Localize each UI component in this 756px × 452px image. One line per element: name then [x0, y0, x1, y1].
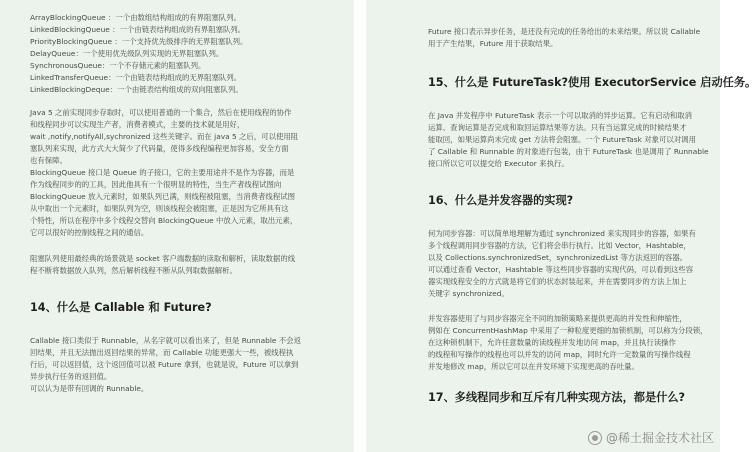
- text-line: 能取回，如果运算尚未完成 get 方法将会阻塞。一个 FutureTask 对象可以对调用: [428, 135, 696, 144]
- juejin-logo-icon: [588, 431, 602, 445]
- text-line: 个特性，所以在程序中多个线程交替向 BlockingQueue 中放入元素，取出元素，: [30, 216, 298, 225]
- text-line: 异步执行任务的返回值。: [30, 372, 112, 381]
- text-line: 的线程和写操作的线程也可以并发的访问 map，同时允许一定数量的写操作线程: [428, 350, 691, 359]
- right-page: [366, 0, 756, 452]
- paragraph: [428, 228, 720, 300]
- text-line: 器实现线程安全的方式就是将它们的状态封装起来，并在需要同步的方法上加上: [428, 277, 687, 286]
- text-line: 了 Callable 和 Runnable 的对象进行包装，由于 FutureTask 也是调用了 Runnable: [428, 147, 709, 156]
- watermark: [588, 429, 714, 446]
- paragraph: [30, 253, 354, 277]
- text-line: 塞队列来实现，此方式大大简少了代码量，使得多线程编程更加容易，安全方面: [30, 144, 289, 153]
- section-heading: 17、多线程同步和互斥有几种实现方法，都是什么?: [428, 391, 685, 404]
- text-line: 回结果，并且无法抛出返回结果的异常，而 Callable 功能更强大一些，被线程执: [30, 348, 294, 357]
- text-line: 从中取出一个元素时，如果队列为空，则该线程会被阻塞，正是因为它所具有这: [30, 204, 289, 213]
- text-line: 作为线程同步的的工具，因此他具有一个很明显的特性，当生产者线程试图向: [30, 180, 282, 189]
- paragraph: [428, 313, 720, 373]
- text-line: 和线程同步可以实现生产者，消费者模式，主要的技术就是用好，: [30, 120, 245, 129]
- queue-list: [30, 12, 354, 96]
- page-gutter: [354, 0, 366, 452]
- list-item: LinkedBlockingQueue ：一个由链表结构组成的有界阻塞队列。: [30, 25, 246, 34]
- text-line: 它可以很好的控制线程之间的通信。: [30, 228, 149, 237]
- text-line: Callable 接口类似于 Runnable，从名字就可以看出来了，但是 Runnable 不会返: [30, 336, 301, 345]
- text-line: 也有保障。: [30, 156, 67, 165]
- text-line: 并发地修改 map，所以它可以在并发环境下实现更高的吞吐量。: [428, 362, 639, 371]
- list-item: SynchronousQueue：一个不存储元素的阻塞队列。: [30, 61, 206, 70]
- section-heading: 16、什么是并发容器的实现?: [428, 194, 574, 207]
- text-line: 在 Java 并发程序中 FutureTask 表示一个可以取消的异步运算。它有启动和取消: [428, 111, 693, 120]
- text-line: 可以通过查看 Vector，Hashtable 等这些同步容器的实现代码，可以看到这些容: [428, 265, 694, 274]
- text-line: 运算、查询运算是否完成和取回运算结果等方法。只有当运算完成的时候结果才: [428, 123, 687, 132]
- text-line: 例如在 ConcurrentHashMap 中采用了一种粒度更细的加锁机制，可以称为分段锁，: [428, 326, 708, 335]
- text-line: Future 接口表示异步任务，是还没有完成的任务给出的未来结果。所以说 Callable: [428, 27, 701, 36]
- text-line: 接口所以它可以提交给 Executor 来执行。: [428, 159, 569, 168]
- text-line: BlockingQueue 放入元素时，如果队列已满，则线程被阻塞，当消费者线程试图: [30, 192, 295, 201]
- list-item: ArrayBlockingQueue ：一个由数组结构组成的有界阻塞队列。: [30, 13, 241, 22]
- text-line: wait ,notify,notifyAll,sychronized 这些关键字。而在 java 5 之后，可以使用阻: [30, 132, 299, 141]
- text-line: 多个线程调用同步容器的方法，它们将会串行执行。比如 Vector，Hashtable，: [428, 241, 691, 250]
- paragraph: [30, 107, 354, 239]
- section-heading: 14、什么是 Callable 和 Future?: [30, 301, 212, 314]
- paragraph: [30, 335, 354, 395]
- text-line: 程不断将数据放入队列，然后解析线程不断从队列取数据解析。: [30, 266, 237, 275]
- text-line: 何为同步容器：可以简单地理解为通过 synchronized 来实现同步的容器，如果有: [428, 229, 696, 238]
- text-line: 用于产生结果，Future 用于获取结果。: [428, 39, 558, 48]
- text-line: Java 5 之前实现同步存取时，可以使用普通的一个集合，然后在使用线程的协作: [30, 108, 292, 117]
- list-item: PriorityBlockingQueue ：一个支持优先级排序的无界阻塞队列。: [30, 37, 248, 46]
- text-line: 关键字 synchronized。: [428, 289, 509, 298]
- list-item: DelayQueue：一个使用优先级队列实现的无界阻塞队列。: [30, 49, 224, 58]
- text-line: 阻塞队列使用最经典的场景就是 socket 客户端数据的读取和解析，读取数据的线: [30, 254, 296, 263]
- paragraph: [428, 110, 720, 170]
- text-line: 以及 Collections.synchronizedSet，synchronizedList 等方法返回的容器。: [428, 253, 688, 262]
- text-line: 可以认为是带有回调的 Runnable。: [30, 384, 149, 393]
- list-item: LinkedTransferQueue：一个由链表结构组成的无界阻塞队列。: [30, 73, 242, 82]
- watermark-text: @稀土掘金技术社区: [605, 431, 714, 445]
- section-heading: 15、什么是 FutureTask?使用 ExecutorService 启动任务。: [428, 76, 756, 89]
- paragraph: [428, 26, 720, 50]
- left-page: [0, 0, 354, 452]
- text-line: 并发容器使用了与同步容器完全不同的加锁策略来提供更高的并发性和伸缩性，: [428, 314, 687, 323]
- text-line: BlockingQueue 接口是 Queue 的子接口，它的主要用途并不是作为容器，而是: [30, 168, 295, 177]
- list-item: LinkedBlockingDeque：一个由链表结构组成的双向阻塞队列。: [30, 85, 243, 94]
- text-line: 在这种锁机制下，允许任意数量的读线程并发地访问 map，并且执行读操作: [428, 338, 676, 347]
- text-line: 行后，可以返回值，这个返回值可以被 Future 拿到，也就是说，Future 可以拿到: [30, 360, 299, 369]
